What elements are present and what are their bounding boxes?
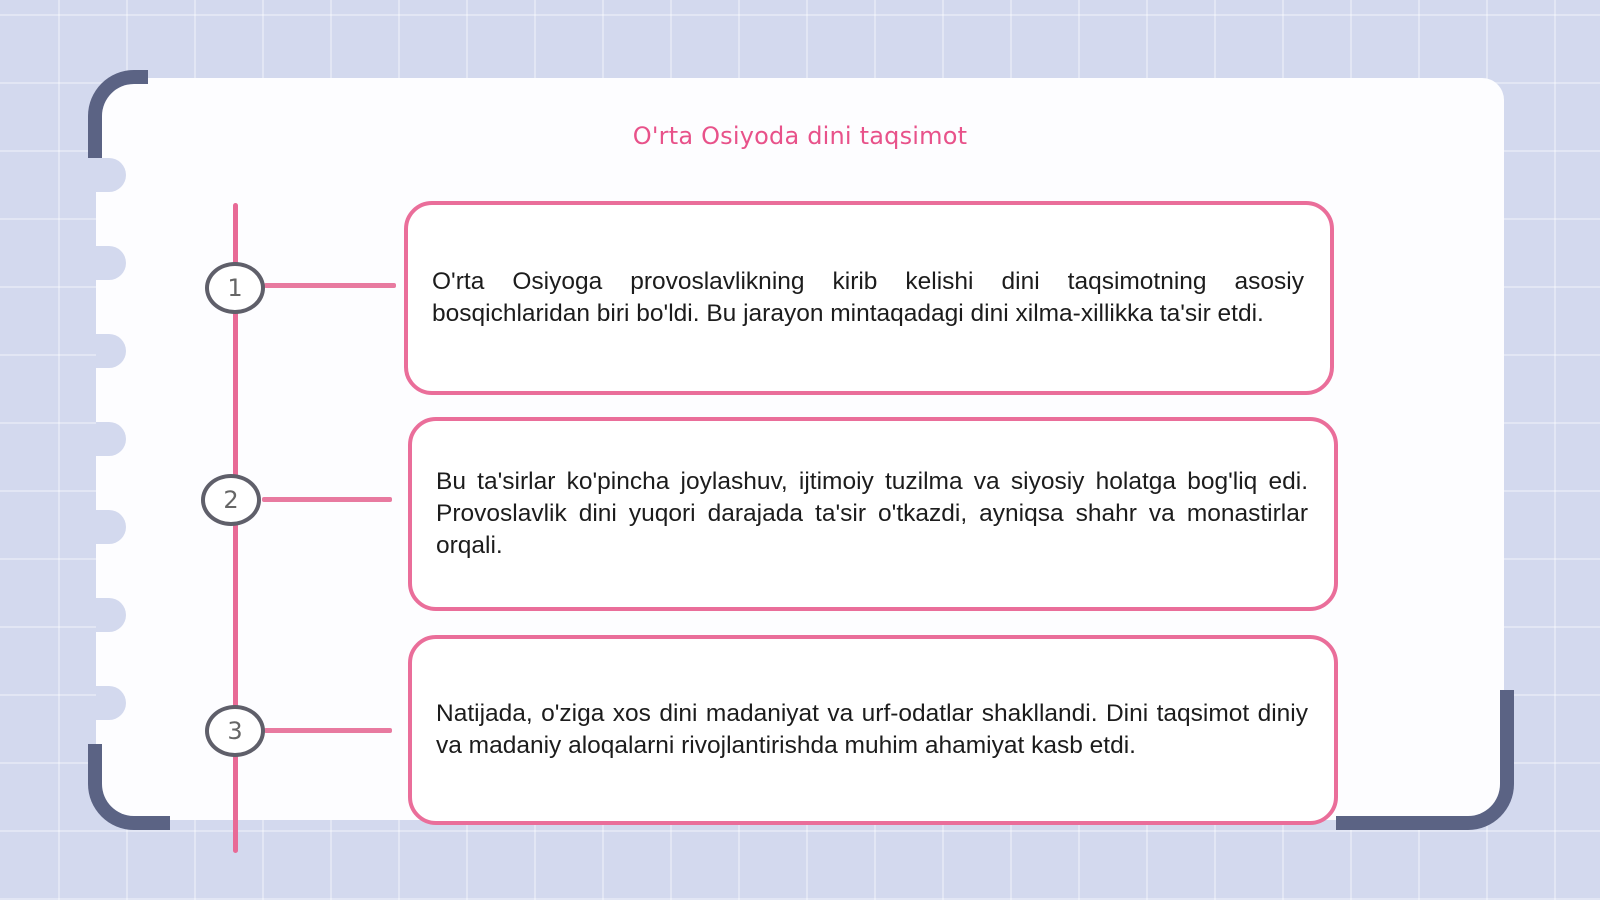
timeline-connector xyxy=(262,497,392,502)
step-card xyxy=(408,417,1338,611)
corner-bracket-bottom-left xyxy=(88,744,170,830)
step-number: 1 xyxy=(227,274,243,302)
page-title: O'rta Osiyoda dini taqsimot xyxy=(632,122,968,150)
timeline-connector xyxy=(264,728,392,733)
step-card xyxy=(408,635,1338,825)
step-number: 2 xyxy=(223,486,239,514)
corner-bracket-top-left xyxy=(88,70,148,158)
corner-bracket-bottom-right xyxy=(1336,690,1514,830)
timeline-connector xyxy=(264,283,396,288)
step-number-circle xyxy=(205,705,265,757)
step-card xyxy=(404,201,1334,395)
step-number-circle xyxy=(201,474,261,526)
step-text: Bu ta'sirlar ko'pincha joylashuv, ijtimoiy tuzilma va siyosiy holatga bog'liq edi. Provoslavlik dini yuqori darajada ta'sir o'tkazdi, ayniqsa shahr va monastirlar orqali. xyxy=(436,468,1308,559)
step-number-circle xyxy=(205,262,265,314)
step-number: 3 xyxy=(227,717,243,745)
step-text: Natijada, o'ziga xos dini madaniyat va urf-odatlar shakllandi. Dini taqsimot diniy va madaniy aloqalarni rivojlantirishda muhim ahamiyat kasb etdi. xyxy=(436,700,1308,759)
step-text: O'rta Osiyoga provoslavlikning kirib kelishi dini taqsimotning asosiy bosqichlaridan biri bo'ldi. Bu jarayon mintaqadagi dini xilma-xillikka ta'sir etdi. xyxy=(432,268,1304,327)
